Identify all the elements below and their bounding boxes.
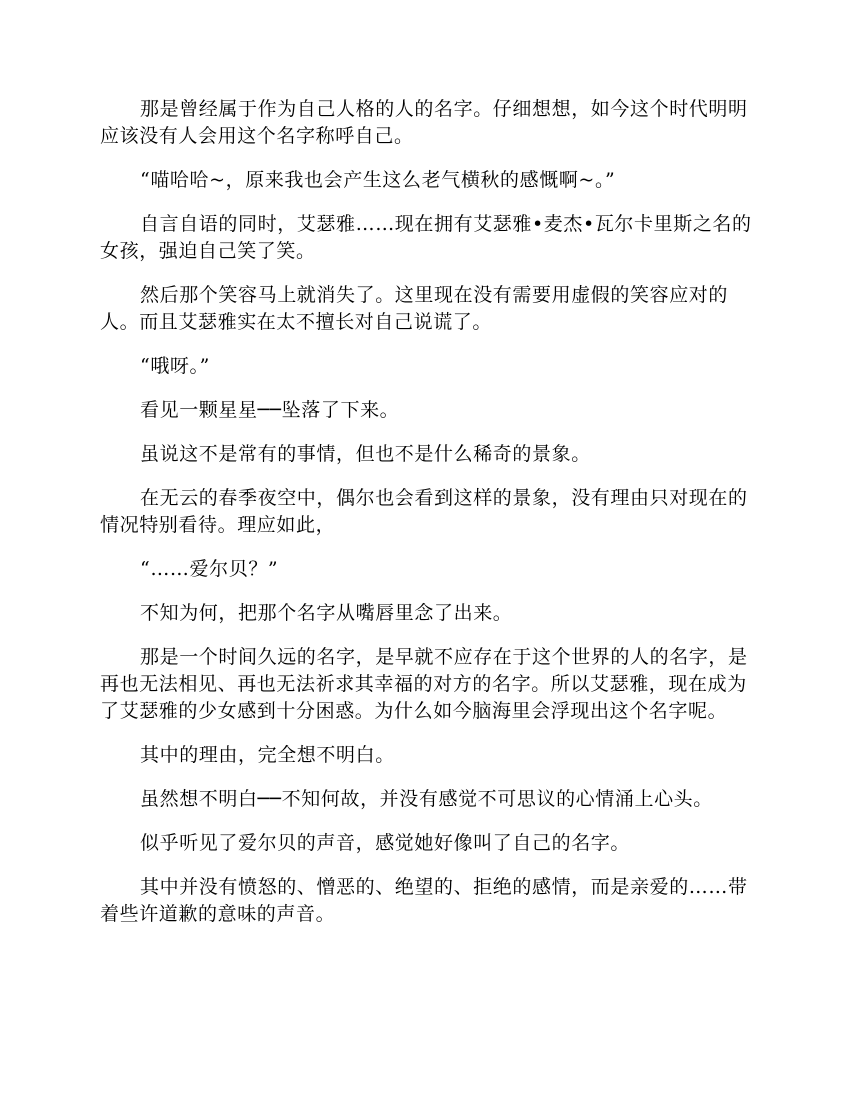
paragraph: 看见一颗星星──坠落了下来。	[140, 399, 400, 421]
paragraph: 在无云的春季夜空中，偶尔也会看到这样的景象，没有理由只对现在的情况特别看待。理应如此，	[100, 487, 748, 536]
paragraph: 似乎听见了爱尔贝的声音，感觉她好像叫了自己的名字。	[140, 832, 631, 854]
document-page	[100, 96, 752, 945]
paragraph: “哦呀。”	[140, 355, 210, 377]
paragraph: 然后那个笑容马上就消失了。这里现在没有需要用虚假的笑容应对的人。而且艾瑟雅实在太不擅长对自己说谎了。	[100, 284, 729, 333]
paragraph: 其中的理由，完全想不明白。	[140, 744, 395, 766]
paragraph: 那是曾经属于作为自己人格的人的名字。仔细想想，如今这个时代明明应该没有人会用这个名字称呼自己。	[100, 98, 748, 147]
paragraph: 虽说这不是常有的事情，但也不是什么稀奇的景象。	[140, 443, 591, 465]
paragraph: 不知为何，把那个名字从嘴唇里念了出来。	[140, 602, 513, 624]
paragraph: 虽然想不明白──不知何故，并没有感觉不可思议的心情涌上心头。	[140, 788, 713, 810]
paragraph: “……爱尔贝？”	[140, 558, 279, 580]
paragraph: “喵哈哈~，原来我也会产生这么老气横秋的感慨啊~。”	[140, 169, 616, 191]
paragraph: 那是一个时间久远的名字，是早就不应存在于这个世界的人的名字，是再也无法相见、再也无法祈求其幸福的对方的名字。所以艾瑟雅，现在成为了艾瑟雅的少女感到十分困惑。为什么如今脑海里会浮现出这个名字呢。	[100, 646, 748, 722]
paragraph: 自言自语的同时，艾瑟雅……现在拥有艾瑟雅•麦杰•瓦尔卡里斯之名的女孩，强迫自己笑了笑。	[100, 213, 752, 262]
paragraph: 其中并没有愤怒的、憎恶的、绝望的、拒绝的感情，而是亲爱的……带着些许道歉的意味的声音。	[100, 876, 748, 925]
